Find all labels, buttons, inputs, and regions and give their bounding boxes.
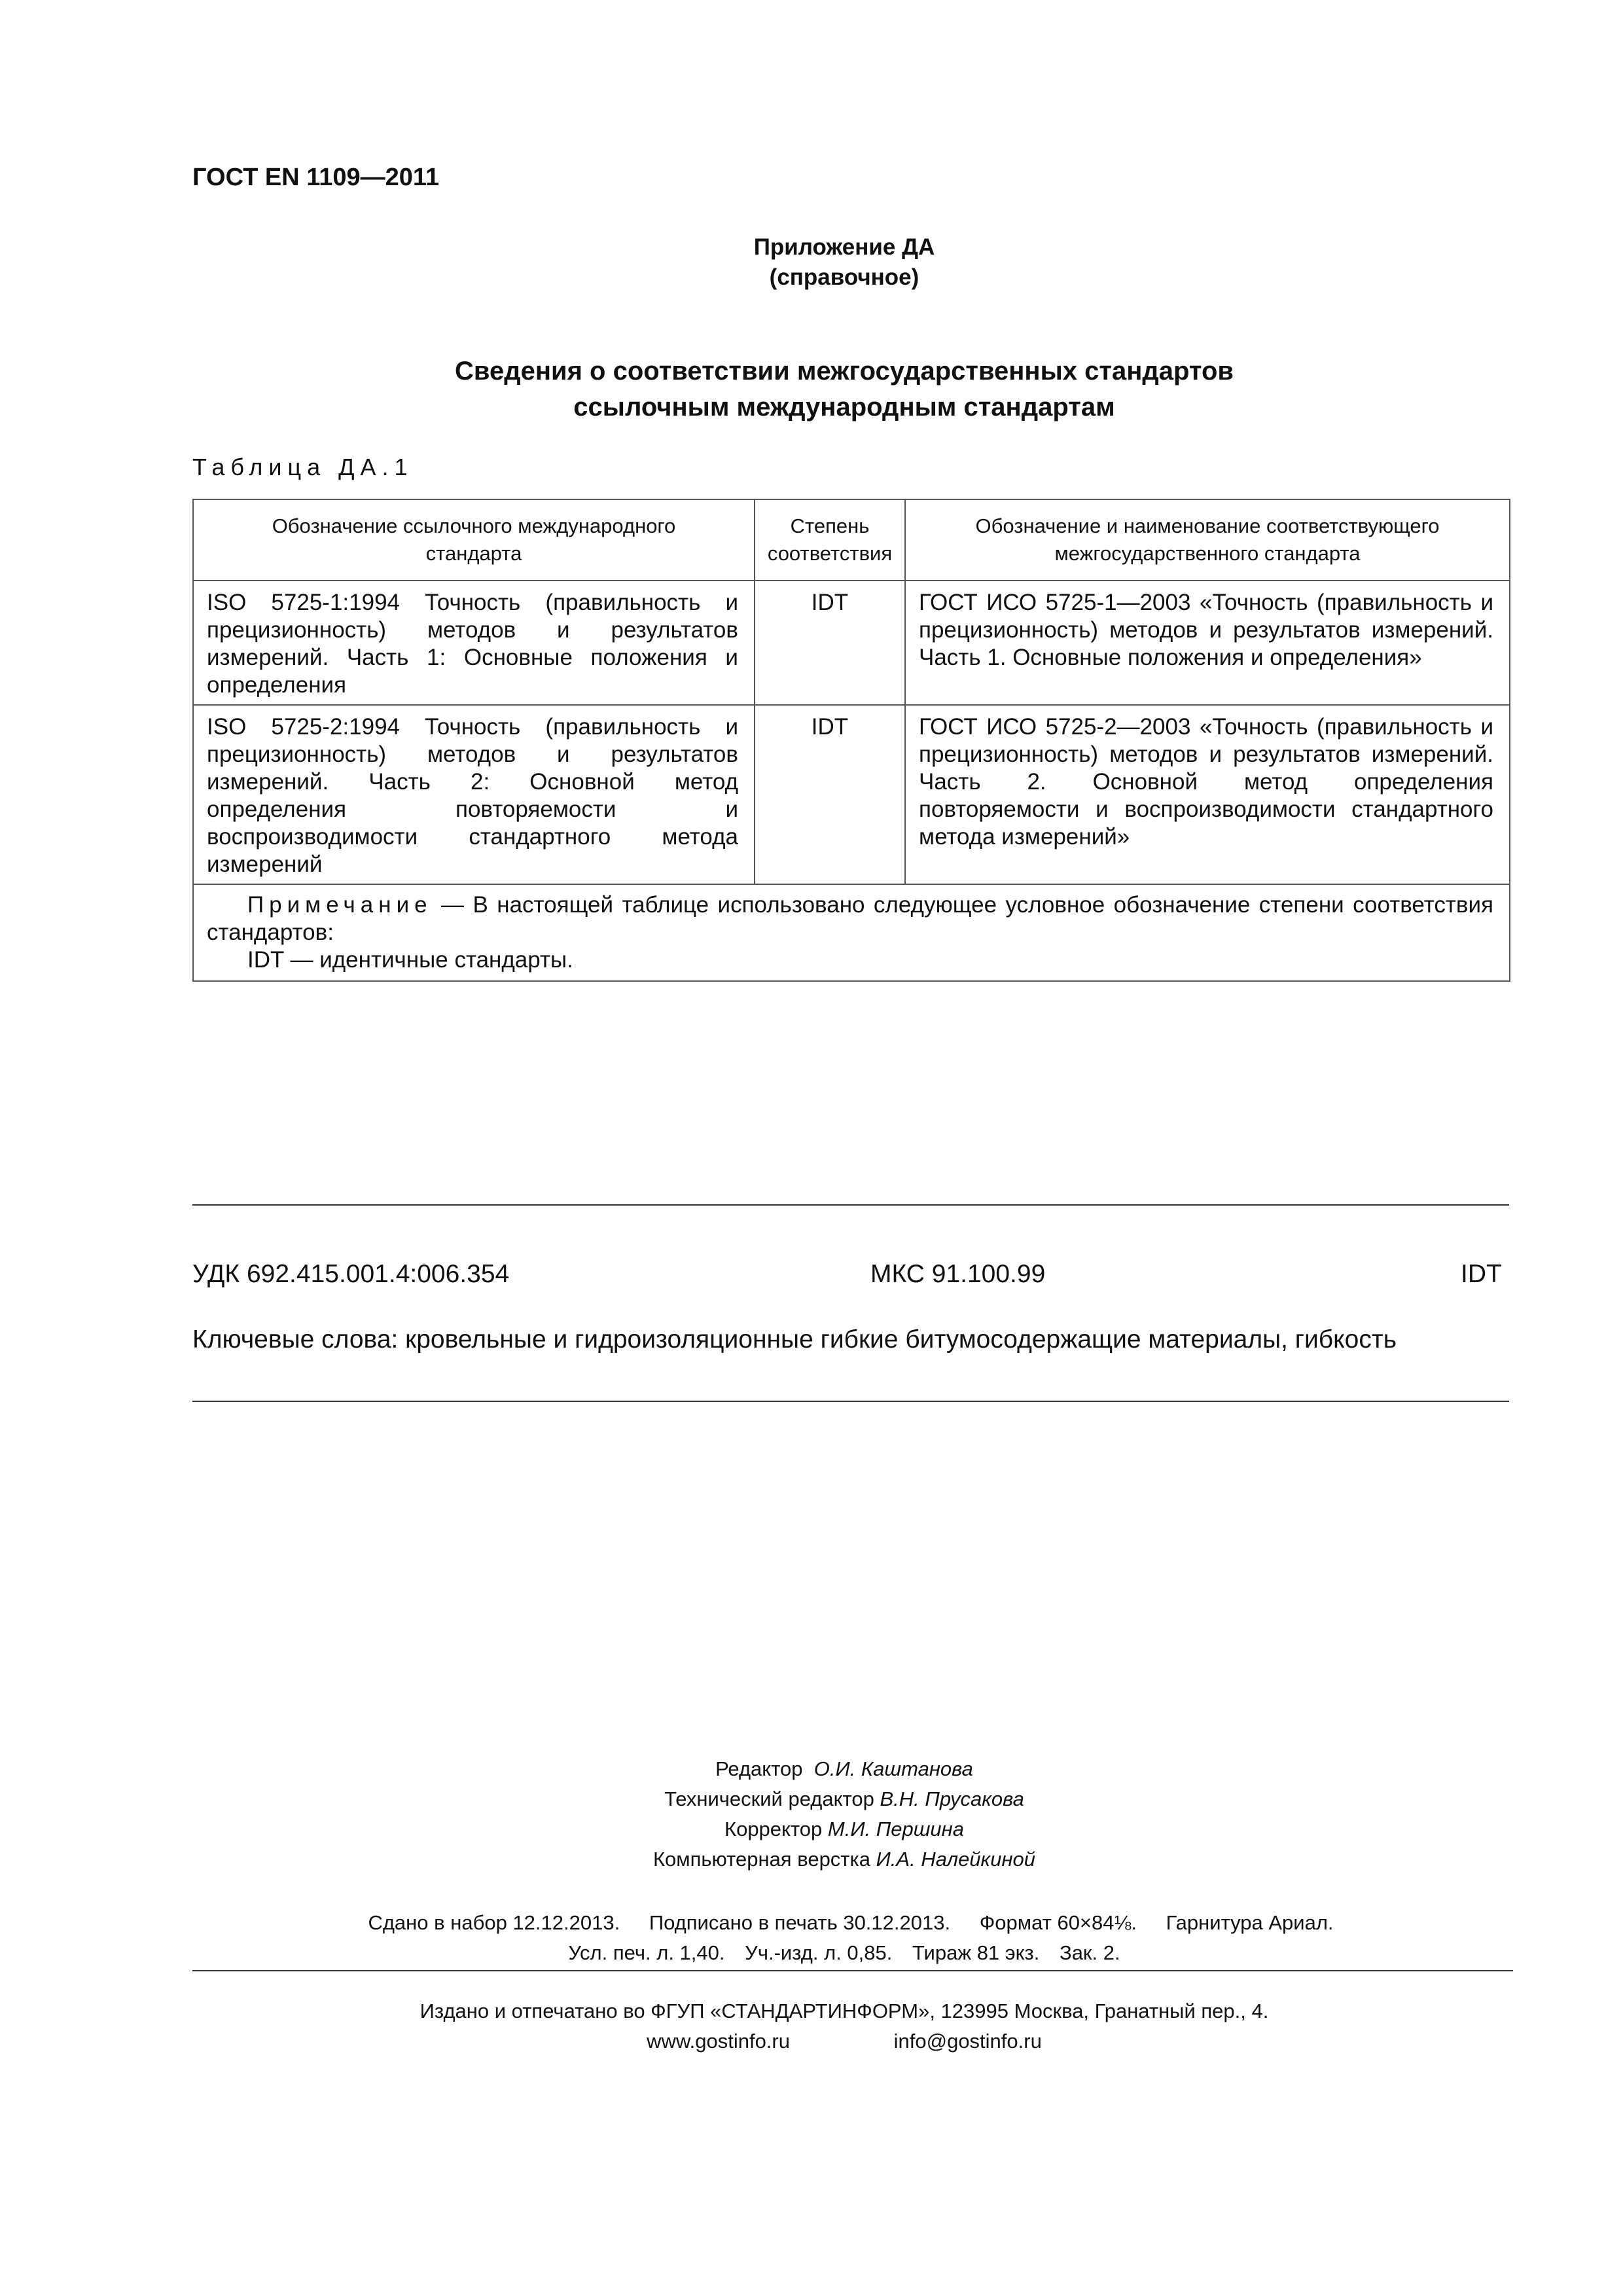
degree-code: IDT xyxy=(1461,1260,1502,1288)
document-code: ГОСТ EN 1109—2011 xyxy=(192,164,440,191)
table-note-row xyxy=(193,884,1510,981)
table-caption: Таблица ДА.1 xyxy=(192,454,414,480)
correspondence-table xyxy=(192,499,1510,982)
credit-corrector: Корректор М.И. Першина xyxy=(724,1818,964,1840)
print-sheets: Усл. печ. л. 1,40. xyxy=(568,1941,725,1964)
publishing-sheets: Уч.-изд. л. 0,85. xyxy=(745,1941,893,1964)
interstate-standard-cell: ГОСТ ИСО 5725-1—2003 «Точность (правильность и прецизионность) методов и результатов измерений. Часть 1. Основные положения и определения» xyxy=(919,590,1493,670)
degree-cell: IDT xyxy=(811,714,849,740)
circulation: Тираж 81 экз. xyxy=(912,1941,1040,1964)
publisher-info xyxy=(0,1996,1623,2056)
credit-layout: Компьютерная верстка И.А. Налейкиной xyxy=(653,1848,1035,1871)
keywords: Ключевые слова: кровельные и гидроизоляционные гибкие битумосодержащие материалы, гибкость xyxy=(192,1325,1397,1354)
column-header-interstate: Обозначение и наименование соответствующего межгосударственного стандарта xyxy=(905,499,1510,581)
note-label: Примечание xyxy=(247,892,433,918)
international-standard-cell: ISO 5725-2:1994 Точность (правильность и прецизионность) методов и результатов измерений. Часть 2: Основной метод определения повторяемости и воспроизводимости стандартного метода измерений xyxy=(207,714,738,877)
signed-date: Подписано в печать 30.12.2013. xyxy=(649,1911,951,1934)
table-row xyxy=(193,705,1510,884)
paper-format: Формат 60×84⅛. xyxy=(979,1911,1137,1934)
divider-bottom xyxy=(192,1401,1509,1402)
udk-code: УДК 692.415.001.4:006.354 xyxy=(192,1260,510,1288)
divider-publisher xyxy=(192,1970,1513,1971)
interstate-standard-cell: ГОСТ ИСО 5725-2—2003 «Точность (правильность и прецизионность) методов и результатов измерений. Часть 2. Основной метод определения повторяемости и воспроизводимости стандартного метода измерений» xyxy=(919,714,1493,850)
annex-type: (справочное) xyxy=(769,264,919,290)
column-header-international: Обозначение ссылочного международного стандарта xyxy=(193,499,755,581)
credits-block xyxy=(0,1754,1623,1874)
degree-cell: IDT xyxy=(811,590,849,615)
website-link[interactable]: www.gostinfo.ru xyxy=(647,2030,790,2053)
divider-top xyxy=(192,1204,1509,1206)
credit-editor: Редактор О.И. Каштанова xyxy=(715,1757,973,1780)
table-row xyxy=(193,581,1510,705)
order-number: Зак. 2. xyxy=(1059,1941,1120,1964)
table-note xyxy=(194,885,1509,980)
typeface: Гарнитура Ариал. xyxy=(1166,1911,1334,1934)
email-link[interactable]: info@gostinfo.ru xyxy=(893,2030,1042,2053)
international-standard-cell: ISO 5725-1:1994 Точность (правильность и прецизионность) методов и результатов измерений. Часть 1: Основные положения и определения xyxy=(207,590,738,698)
annex-heading xyxy=(0,232,1623,293)
note-text: — В настоящей таблице использовано следующее условное обозначение степени соответствия стандартов: xyxy=(207,892,1493,945)
note-item: IDT — идентичные стандарты. xyxy=(247,947,573,973)
annex-title: Приложение ДА xyxy=(753,234,935,260)
table-header-row xyxy=(193,499,1510,581)
credit-tech-editor: Технический редактор В.Н. Прусакова xyxy=(664,1787,1024,1810)
publisher-address: Издано и отпечатано во ФГУП «СТАНДАРТИНФОРМ», 123995 Москва, Гранатный пер., 4. xyxy=(419,2000,1269,2022)
typeset-date: Сдано в набор 12.12.2013. xyxy=(368,1911,620,1934)
publishing-info xyxy=(0,1908,1623,1968)
section-heading-line1: Сведения о соответствии межгосударственных стандартов xyxy=(455,357,1234,386)
mks-code: МКС 91.100.99 xyxy=(870,1260,1046,1288)
column-header-degree: Степень соответствия xyxy=(755,499,905,581)
section-heading-line2: ссылочным международным стандартам xyxy=(573,393,1115,422)
section-heading xyxy=(0,353,1623,425)
